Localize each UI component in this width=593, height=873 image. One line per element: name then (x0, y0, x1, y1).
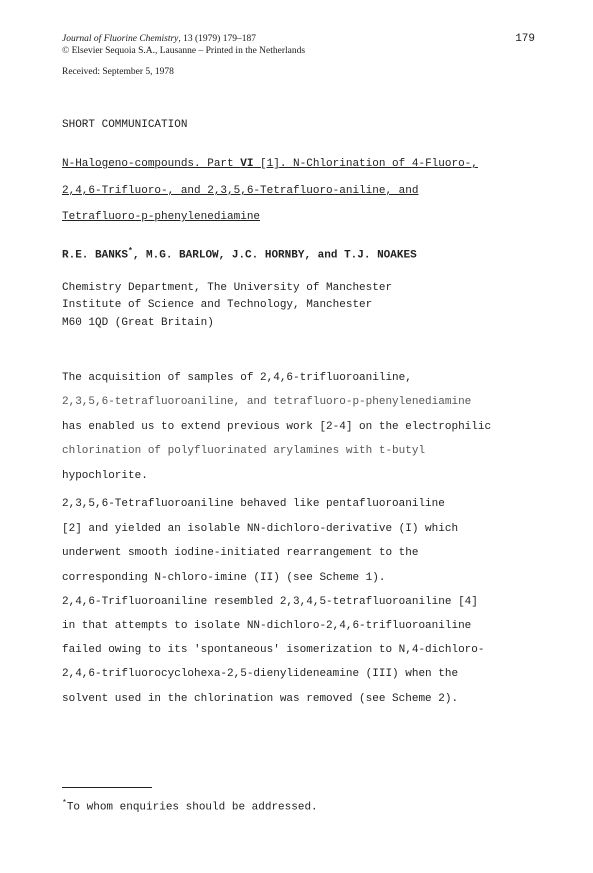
affiliation-line-1: Chemistry Department, The University of Manchester (62, 282, 393, 294)
authors (62, 245, 417, 263)
para2-line-3: underwent smooth iodine-initiated rearrangement to the (62, 547, 419, 559)
para2-line-6: in that attempts to isolate NN-dichloro-2,4,6-trifluoroaniline (62, 620, 472, 632)
title-line-2: 2,4,6-Trifluoro-, and 2,3,5,6-Tetrafluoro-aniline, and (62, 185, 419, 197)
author-asterisk: * (128, 247, 133, 256)
title-line-1 (62, 157, 478, 171)
journal-ref: , 13 (1979) 179–187 (178, 34, 256, 44)
title-line-3: Tetrafluoro-p-phenylenediamine (62, 211, 261, 223)
affiliation-line-2: Institute of Science and Technology, Manchester (62, 299, 373, 311)
para2-line-5: 2,4,6-Trifluoroaniline resembled 2,3,4,5-tetrafluoroaniline [4] (62, 596, 478, 608)
para1-line-5: hypochlorite. (62, 470, 148, 482)
authors-rest: , M.G. BARLOW, J.C. HORNBY, and T.J. NOAKES (132, 249, 417, 262)
footnote-text: To whom enquiries should be addressed. (66, 801, 318, 814)
para1-line-1: The acquisition of samples of 2,4,6-trifluoroaniline, (62, 372, 412, 384)
received-line: Received: September 5, 1978 (62, 67, 174, 77)
page-number: 179 (515, 33, 535, 45)
journal-name: Journal of Fluorine Chemistry (62, 34, 179, 44)
title-part-d: . N-Chlorination of 4-Fluoro-, (279, 158, 478, 170)
para1-line-2: 2,3,5,6-tetrafluoroaniline, and tetrafluoro-p-phenylenediamine (62, 396, 472, 408)
title-part-c: [1] (253, 158, 280, 170)
footnote-asterisk: * (62, 799, 67, 808)
para2-line-2: [2] and yielded an isolable NN-dichloro-derivative (I) which (62, 523, 459, 535)
author-first: R.E. BANKS (62, 249, 129, 262)
journal-line (62, 33, 256, 45)
para1-line-3: has enabled us to extend previous work [2-4] on the electrophilic (62, 421, 492, 433)
footnote (62, 797, 318, 815)
affiliation-line-3: M60 1QD (Great Britain) (62, 317, 214, 329)
para2-line-8: 2,4,6-trifluorocyclohexa-2,5-dienylideneamine (III) when the (62, 668, 459, 680)
para2-line-4: corresponding N-chloro-imine (II) (see Scheme 1). (62, 572, 386, 584)
title-part-b: VI (240, 158, 254, 170)
para2-line-1: 2,3,5,6-Tetrafluoroaniline behaved like pentafluoroaniline (62, 498, 445, 510)
para2-line-9: solvent used in the chlorination was removed (see Scheme 2). (62, 693, 459, 705)
copyright-line: © Elsevier Sequoia S.A., Lausanne – Printed in the Netherlands (62, 46, 306, 56)
section-label: SHORT COMMUNICATION (62, 119, 188, 131)
title-part-a: N-Halogeno-compounds. Part (62, 158, 241, 170)
para1-line-4: chlorination of polyfluorinated arylamines with t-butyl (62, 445, 426, 457)
footnote-rule (62, 787, 152, 788)
para2-line-7: failed owing to its 'spontaneous' isomerization to N,4-dichloro- (62, 644, 485, 656)
